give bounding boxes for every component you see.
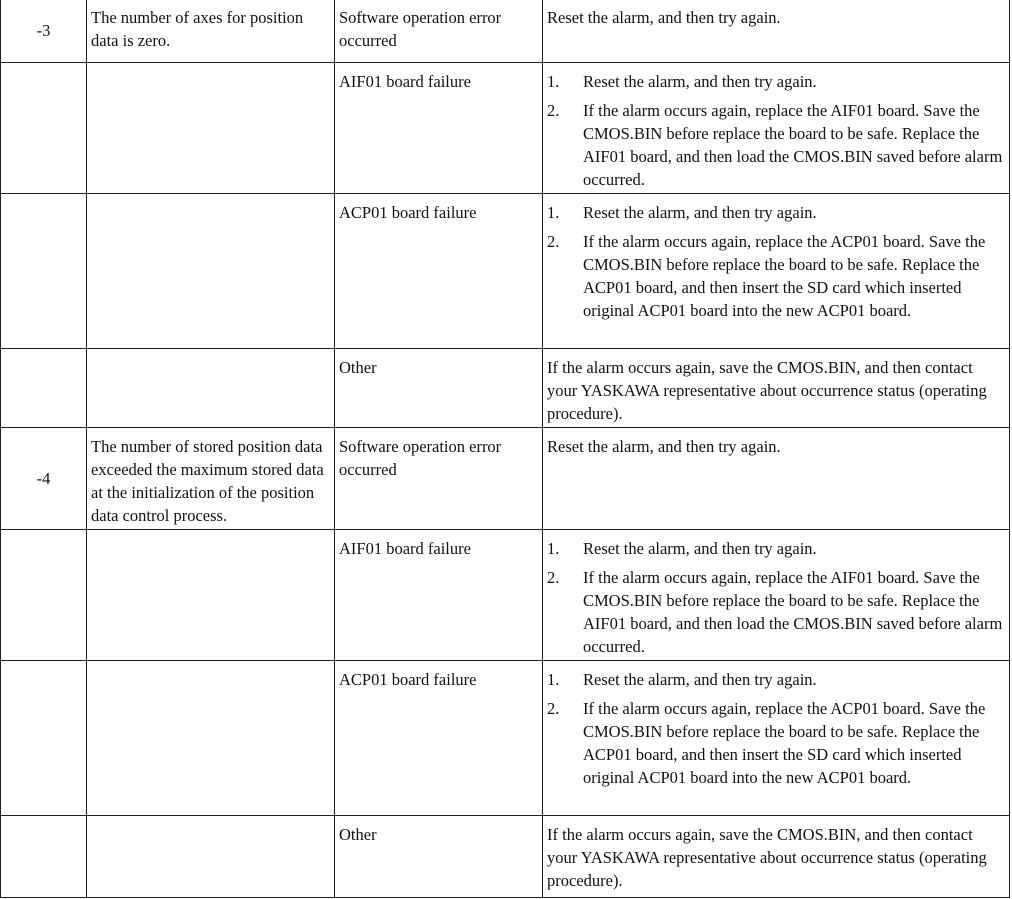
table-row [1,349,1010,428]
alarm-subcode-cell: -3 [1,0,87,63]
table-row [1,63,1010,194]
remedy-steps-list [547,537,1005,658]
table-row [1,0,1010,63]
condition-cell: Software operation error occurred [335,428,543,530]
cause-cell [87,530,335,661]
step-text: Reset the alarm, and then try again. [583,72,817,91]
remedy-cell: Reset the alarm, and then try again. [543,0,1010,63]
remedy-step [547,566,1005,658]
cause-cell [87,194,335,349]
remedy-step [547,70,1005,93]
alarm-subcode-cell [1,194,87,349]
step-number: 1. [547,203,560,222]
table-row [1,428,1010,530]
cause-cell [87,816,335,898]
remedy-step [547,537,1005,560]
step-text: If the alarm occurs again, replace the AIF01 board. Save the CMOS.BIN before replace the board to be safe. Replace the AIF01 board, and then load the CMOS.BIN saved before alarm occurred. [583,568,1003,656]
remedy-steps-list [547,668,1005,789]
remedy-step [547,668,1005,691]
step-number: 1. [547,670,560,689]
step-text: Reset the alarm, and then try again. [583,670,817,689]
cause-cell [87,63,335,194]
condition-cell: Other [335,816,543,898]
cause-cell: The number of stored position data exceeded the maximum stored data at the initialization of the position data control process. [87,428,335,530]
condition-cell: ACP01 board failure [335,194,543,349]
remedy-cell [543,661,1010,816]
remedy-step [547,201,1005,224]
alarm-subcode-cell [1,63,87,194]
condition-cell: Other [335,349,543,428]
remedy-cell [543,194,1010,349]
remedy-cell [543,530,1010,661]
remedy-cell [543,63,1010,194]
cause-cell [87,349,335,428]
cause-cell: The number of axes for position data is zero. [87,0,335,63]
remedy-cell: Reset the alarm, and then try again. [543,428,1010,530]
step-number: 2. [547,101,560,120]
condition-cell: Software operation error occurred [335,0,543,63]
table-row [1,530,1010,661]
remedy-step [547,697,1005,789]
alarm-subcode-cell [1,661,87,816]
step-number: 2. [547,568,560,587]
condition-cell: AIF01 board failure [335,63,543,194]
step-text: If the alarm occurs again, replace the ACP01 board. Save the CMOS.BIN before replace the board to be safe. Replace the ACP01 board, and then insert the SD card which inserted original ACP01 board into the new ACP01 board. [583,232,986,320]
remedy-step [547,99,1005,191]
condition-cell: ACP01 board failure [335,661,543,816]
remedy-steps-list [547,201,1005,322]
alarm-subcode-cell [1,816,87,898]
remedy-steps-list [547,70,1005,191]
step-text: Reset the alarm, and then try again. [583,539,817,558]
alarm-remedy-table-body [1,0,1010,898]
step-text: If the alarm occurs again, replace the ACP01 board. Save the CMOS.BIN before replace the board to be safe. Replace the ACP01 board, and then insert the SD card which inserted original ACP01 board into the new ACP01 board. [583,699,986,787]
alarm-subcode-cell: -4 [1,428,87,530]
step-text: If the alarm occurs again, replace the AIF01 board. Save the CMOS.BIN before replace the board to be safe. Replace the AIF01 board, and then load the CMOS.BIN saved before alarm occurred. [583,101,1003,189]
step-number: 1. [547,72,560,91]
step-text: Reset the alarm, and then try again. [583,203,817,222]
table-row [1,816,1010,898]
step-number: 1. [547,539,560,558]
step-number: 2. [547,699,560,718]
table-row [1,661,1010,816]
condition-cell: AIF01 board failure [335,530,543,661]
remedy-cell: If the alarm occurs again, save the CMOS.BIN, and then contact your YASKAWA representative about occurrence status (operating procedure). [543,816,1010,898]
remedy-step [547,230,1005,322]
alarm-subcode-cell [1,530,87,661]
alarm-subcode-cell [1,349,87,428]
remedy-cell: If the alarm occurs again, save the CMOS.BIN, and then contact your YASKAWA representative about occurrence status (operating procedure). [543,349,1010,428]
table-row [1,194,1010,349]
step-number: 2. [547,232,560,251]
cause-cell [87,661,335,816]
